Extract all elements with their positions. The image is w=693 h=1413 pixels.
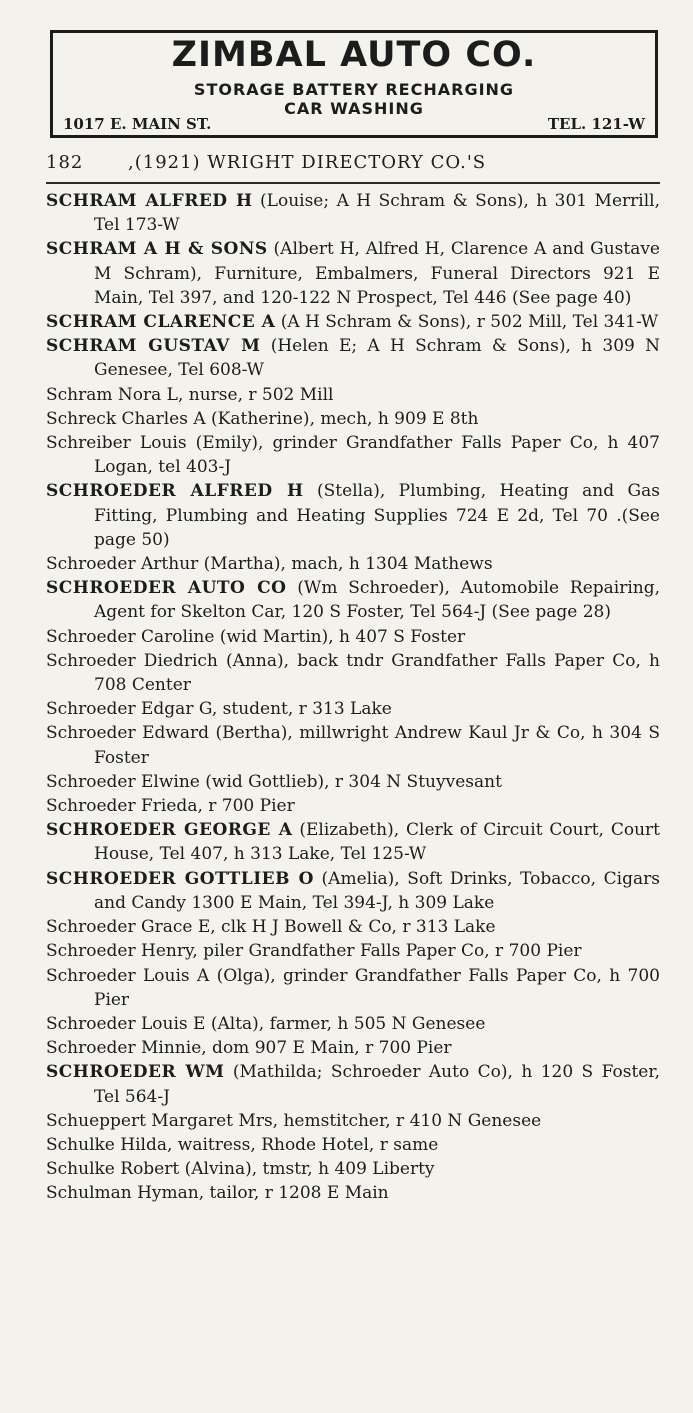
entry-text: Schroeder Grace E, clk H J Bowell & Co, r 313 Lake	[46, 917, 496, 938]
directory-entry	[46, 189, 660, 237]
directory-entry	[46, 310, 660, 334]
entry-text: Schroeder Louis E (Alta), farmer, h 505 N Genesee	[46, 1013, 486, 1034]
ad-address: 1017 E. MAIN ST.	[63, 115, 212, 133]
entry-text: Schreck Charles A (Katherine), mech, h 909 E 8th	[46, 408, 479, 429]
directory-entry	[46, 479, 660, 552]
directory-entry	[46, 770, 660, 794]
entry-text: (Helen E; A H Schram & Sons), h 309 N Genesee, Tel 608-W	[94, 336, 660, 381]
advertisement-box	[50, 30, 658, 138]
entry-text: (Amelia), Soft Drinks, Tobacco, Cigars and Candy 1300 E Main, Tel 394-J, h 309 Lake	[94, 868, 660, 913]
entry-text: Schroeder Louis A (Olga), grinder Grandfather Falls Paper Co, h 700 Pier	[46, 965, 660, 1010]
entry-text: (Wm Schroeder), Automobile Repairing, Agent for Skelton Car, 120 S Foster, Tel 564-J (See page 28)	[94, 578, 661, 623]
directory-entry	[46, 1109, 660, 1133]
header-rule	[46, 182, 660, 184]
directory-entry	[46, 915, 660, 939]
directory-entry	[46, 1012, 660, 1036]
directory-entry	[46, 576, 660, 624]
entry-name-bold: SCHRAM CLARENCE A	[46, 312, 276, 333]
entry-text: Schroeder Minnie, dom 907 E Main, r 700 Pier	[46, 1038, 452, 1059]
entry-text: Schroeder Frieda, r 700 Pier	[46, 796, 295, 817]
entry-text: Schroeder Elwine (wid Gottlieb), r 304 N Stuyvesant	[46, 771, 502, 792]
directory-entry	[46, 237, 660, 310]
directory-entry	[46, 552, 660, 576]
directory-entry	[46, 818, 660, 866]
directory-entry	[46, 794, 660, 818]
directory-entry	[46, 1181, 660, 1205]
entry-text: (Louise; A H Schram & Sons), h 301 Merrill, Tel 173-W	[94, 191, 660, 236]
ad-telephone: TEL. 121-W	[547, 115, 645, 133]
directory-entry	[46, 625, 660, 649]
entry-text: Schulke Robert (Alvina), tmstr, h 409 Liberty	[46, 1159, 435, 1180]
entry-text: Schroeder Arthur (Martha), mach, h 1304 Mathews	[46, 554, 493, 575]
entry-text: Schulman Hyman, tailor, r 1208 E Main	[46, 1183, 389, 1204]
entry-text: Schulke Hilda, waitress, Rhode Hotel, r same	[46, 1134, 439, 1155]
directory-entry	[46, 1036, 660, 1060]
entry-name-bold: SCHROEDER ALFRED H	[46, 481, 304, 502]
entry-text: Schroeder Edward (Bertha), millwright Andrew Kaul Jr & Co, h 304 S Foster	[46, 723, 660, 768]
directory-entry	[46, 407, 660, 431]
running-head	[46, 150, 658, 180]
entry-name-bold: SCHROEDER AUTO CO	[46, 578, 287, 599]
directory-entry	[46, 939, 660, 963]
entry-name-bold: SCHROEDER GEORGE A	[46, 820, 293, 841]
page-number: 182	[46, 152, 84, 173]
ad-services-line-1: STORAGE BATTERY RECHARGING	[193, 80, 515, 99]
entry-text: Schroeder Edgar G, student, r 313 Lake	[46, 699, 392, 720]
entry-text: Schroeder Caroline (wid Martin), h 407 S Foster	[46, 626, 466, 647]
entry-text: (Stella), Plumbing, Heating and Gas Fitting, Plumbing and Heating Supplies 724 E 2d, Tel 70 .(See page 50)	[94, 481, 660, 550]
entry-text: Schram Nora L, nurse, r 502 Mill	[46, 384, 334, 405]
entry-name-bold: SCHROEDER WM	[46, 1062, 225, 1083]
directory-entry	[46, 867, 660, 915]
entry-text: (Mathilda; Schroeder Auto Co), h 120 S Foster, Tel 564-J	[94, 1062, 661, 1107]
directory-entry	[46, 697, 660, 721]
entry-text: Schueppert Margaret Mrs, hemstitcher, r 410 N Genesee	[46, 1110, 542, 1131]
directory-entry	[46, 721, 660, 769]
directory-entry	[46, 431, 660, 479]
ad-services-line-2: CAR WASHING	[284, 99, 424, 118]
directory-entry	[46, 383, 660, 407]
entry-name-bold: SCHRAM ALFRED H	[46, 191, 253, 211]
entry-name-bold: SCHROEDER GOTTLIEB O	[46, 868, 314, 889]
directory-entry	[46, 1157, 660, 1181]
directory-entry	[46, 964, 660, 1012]
directory-listing	[46, 189, 660, 1206]
ad-title: ZIMBAL AUTO CO.	[171, 35, 537, 75]
running-head-title: ,(1921) WRIGHT DIRECTORY CO.'S	[128, 152, 487, 173]
entry-text: Schreiber Louis (Emily), grinder Grandfather Falls Paper Co, h 407 Logan, tel 403-J	[46, 433, 660, 478]
directory-entry	[46, 1060, 660, 1108]
entry-text: (Albert H, Alfred H, Clarence A and Gustave M Schram), Furniture, Embalmers, Funeral Directors 921 E Main, Tel 397, and 120-122 N Prospect, Tel 446 (See page 40)	[94, 239, 660, 308]
entry-text: (A H Schram & Sons), r 502 Mill, Tel 341-W	[275, 312, 659, 333]
entry-text: Schroeder Diedrich (Anna), back tndr Grandfather Falls Paper Co, h 708 Center	[46, 650, 660, 696]
directory-entry	[46, 334, 660, 382]
directory-entry	[46, 649, 660, 697]
entry-text: (Elizabeth), Clerk of Circuit Court, Court House, Tel 407, h 313 Lake, Tel 125-W	[94, 820, 660, 865]
entry-name-bold: SCHRAM A H & SONS	[46, 239, 268, 260]
directory-entry	[46, 1133, 660, 1157]
entry-text: Schroeder Henry, piler Grandfather Falls Paper Co, r 700 Pier	[46, 941, 582, 962]
entry-name-bold: SCHRAM GUSTAV M	[46, 336, 261, 357]
